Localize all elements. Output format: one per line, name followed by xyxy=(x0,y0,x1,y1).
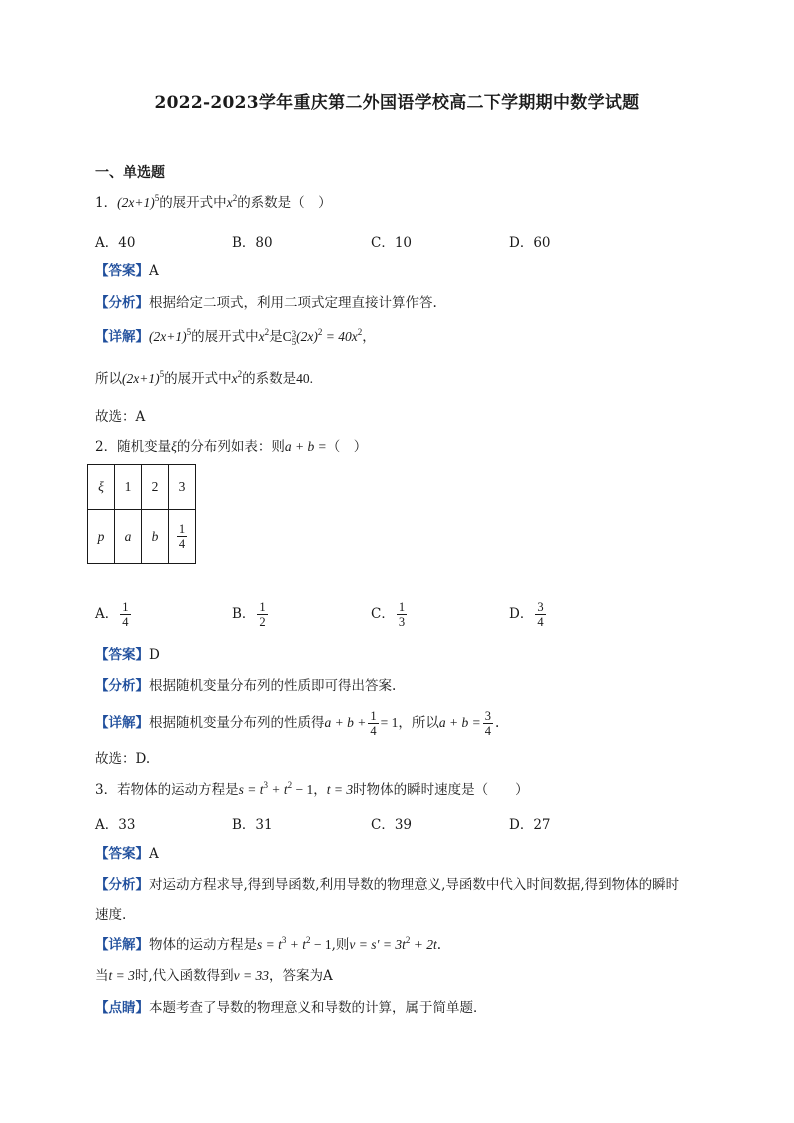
fraction-denominator: 4 xyxy=(370,724,377,738)
math-expression: a + b = xyxy=(284,439,327,454)
q1-conclusion: 故选：A xyxy=(95,409,146,425)
detail-value: 40. xyxy=(296,371,313,386)
question-text: 随机变量 xyxy=(117,439,172,455)
answer-value: D xyxy=(149,647,160,663)
math-expression: + t xyxy=(286,937,306,952)
table-cell: 2 xyxy=(142,465,169,510)
fraction xyxy=(535,600,545,629)
table-cell: ξ xyxy=(88,465,115,510)
question-number: 1． xyxy=(95,195,118,211)
math-expression: a + b + xyxy=(324,715,367,730)
math-expression: − 1 xyxy=(310,937,332,952)
math-expression: = 40x xyxy=(322,329,358,344)
math-variable: x xyxy=(258,329,265,344)
fraction xyxy=(483,709,493,738)
comment-text: 本题考查了导数的物理意义和导数的计算，属于简单题． xyxy=(149,1000,487,1016)
math-exponent: 2 xyxy=(405,935,411,945)
fraction-denominator: 4 xyxy=(122,615,129,629)
q3-when xyxy=(95,967,333,985)
math-combination: C xyxy=(282,329,292,344)
q2-option-d xyxy=(509,600,548,629)
fraction-numerator: 1 xyxy=(398,600,406,614)
option-letter: D． xyxy=(509,606,534,622)
math-exponent: 2 xyxy=(237,369,243,379)
math-exponent: 2 xyxy=(232,193,238,203)
q3-option-c: C．39 xyxy=(371,817,413,833)
math-exponent: 5 xyxy=(159,369,165,379)
detail-text: ，所以 xyxy=(398,715,439,731)
detail-text: 是 xyxy=(269,329,283,345)
math-expression: (2x+1) xyxy=(122,371,160,386)
fraction-numerator: 3 xyxy=(537,600,544,614)
answer-label: 【答案】 xyxy=(95,846,149,862)
detail-text: . xyxy=(436,937,442,953)
analysis-text: 根据随机变量分布列的性质即可得出答案. xyxy=(149,678,397,694)
page-title: 2022-2023学年重庆第二外国语学校高二下学期期中数学试题 xyxy=(154,93,640,113)
detail-text: 当 xyxy=(95,968,109,984)
comment-label: 【点睛】 xyxy=(95,1000,149,1016)
fraction-denominator: 2 xyxy=(259,615,266,629)
math-variable: ξ xyxy=(171,439,177,454)
table-cell: a xyxy=(115,510,142,564)
table-cell: b xyxy=(142,510,169,564)
math-exponent: 5 xyxy=(186,327,192,337)
fraction-numerator: 1 xyxy=(122,600,129,614)
question-number: 3． xyxy=(95,782,118,798)
math-exponent: 2 xyxy=(264,327,270,337)
detail-text: ， xyxy=(362,329,376,345)
q3-answer xyxy=(95,845,159,863)
q1-analysis xyxy=(95,294,437,312)
q2-detail xyxy=(95,705,499,741)
math-variable: x xyxy=(231,371,238,386)
analysis-label: 【分析】 xyxy=(95,678,149,694)
analysis-text: 对运动方程求导,得到导函数,利用导数的物理意义,导函数中代入时间数据,得到物体的瞬时 xyxy=(149,877,680,893)
math-exponent: 3 xyxy=(263,780,268,790)
math-expression: − 1 xyxy=(292,782,314,797)
answer-value: A xyxy=(149,263,159,279)
math-expression: s = t xyxy=(257,937,282,952)
detail-text: ，答案为A xyxy=(269,968,333,984)
fraction-denominator: 3 xyxy=(398,615,406,629)
math-exponent: 5 xyxy=(154,193,160,203)
analysis-text: 根据给定二项式，利用二项式定理直接计算作答. xyxy=(149,295,437,311)
answer-value: A xyxy=(149,846,159,862)
section-heading: 一、单选题 xyxy=(95,165,165,181)
q2-option-c xyxy=(371,600,409,629)
question-text: 的分布列如表：则 xyxy=(176,439,285,455)
q1-so xyxy=(95,370,313,388)
table-row xyxy=(88,465,196,510)
math-expression: s = t xyxy=(238,782,264,797)
math-expression: = 1 xyxy=(380,715,399,730)
detail-label: 【详解】 xyxy=(95,937,149,953)
fraction xyxy=(177,522,187,551)
q1-option-a: A．40 xyxy=(95,235,136,251)
math-expression: + t xyxy=(267,782,288,797)
math-expression: a + b = xyxy=(438,715,481,730)
math-exponent: 3 xyxy=(281,935,287,945)
detail-text: . xyxy=(494,715,500,731)
question-text: （ ） xyxy=(326,439,368,455)
q2-conclusion: 故选：D. xyxy=(95,751,151,767)
q2-analysis xyxy=(95,677,396,695)
q1-option-c: C．10 xyxy=(371,235,413,251)
math-expression: v = 33 xyxy=(233,968,270,983)
question-text: 若物体的运动方程是 xyxy=(117,782,239,798)
q1-option-d: D．60 xyxy=(509,235,551,251)
fraction-denominator: 4 xyxy=(537,615,544,629)
q3-option-d: D．27 xyxy=(509,817,551,833)
math-expression: (2x+1) xyxy=(117,195,155,210)
math-expression: t = 3 xyxy=(108,968,135,983)
distribution-table xyxy=(87,464,196,564)
analysis-label: 【分析】 xyxy=(95,295,149,311)
math-expression: v = s′ = 3t xyxy=(349,937,406,952)
math-exponent: 2 xyxy=(317,327,323,337)
q3-analysis xyxy=(95,876,679,894)
fraction-denominator: 4 xyxy=(178,537,186,551)
fraction xyxy=(397,600,407,629)
analysis-label: 【分析】 xyxy=(95,877,149,893)
answer-label: 【答案】 xyxy=(95,263,149,279)
math-expression: (2x) xyxy=(296,329,318,344)
math-expression: + 2t xyxy=(410,937,437,952)
detail-text: 所以 xyxy=(95,371,122,387)
fraction-numerator: 1 xyxy=(178,522,186,536)
fraction-numerator: 3 xyxy=(484,709,491,723)
detail-text: 物体的运动方程是 xyxy=(149,937,257,953)
option-letter: B． xyxy=(232,606,256,622)
question-text: 的系数是（ ） xyxy=(237,195,332,211)
fraction xyxy=(257,600,267,629)
q3-comment xyxy=(95,999,487,1017)
detail-text: 根据随机变量分布列的性质得 xyxy=(149,715,325,731)
question-number: 2． xyxy=(95,439,118,455)
fraction-numerator: 1 xyxy=(259,600,266,614)
fraction-denominator: 4 xyxy=(484,724,491,738)
detail-label: 【详解】 xyxy=(95,715,149,731)
table-cell: 1 xyxy=(115,465,142,510)
q2-answer xyxy=(95,646,160,664)
detail-text: 的展开式中 xyxy=(164,371,232,387)
math-exponent: 2 xyxy=(287,780,293,790)
q3-option-a: A．33 xyxy=(95,817,136,833)
detail-text: 的展开式中 xyxy=(191,329,259,345)
q1-answer xyxy=(95,262,159,280)
question-text: 时物体的瞬时速度是（ ） xyxy=(353,782,529,798)
question-text: ， xyxy=(313,782,327,798)
math-variable: x xyxy=(226,195,233,210)
math-superscript: 3 xyxy=(291,328,297,339)
detail-text: ,则 xyxy=(331,937,350,953)
math-expression: t = 3 xyxy=(326,782,354,797)
fraction xyxy=(368,709,378,738)
table-cell xyxy=(169,510,196,564)
q2-option-b xyxy=(232,600,270,629)
q3-detail xyxy=(95,936,441,954)
fraction xyxy=(120,600,130,629)
math-exponent: 2 xyxy=(306,935,311,945)
answer-label: 【答案】 xyxy=(95,647,149,663)
question-2 xyxy=(95,438,367,456)
table-cell: p xyxy=(88,510,115,564)
table-cell: 3 xyxy=(169,465,196,510)
q3-option-b: B．31 xyxy=(232,817,273,833)
option-letter: A． xyxy=(95,606,119,622)
question-3 xyxy=(95,781,529,799)
table-row xyxy=(88,510,196,564)
math-exponent: 2 xyxy=(357,327,363,337)
detail-text: 的系数是 xyxy=(242,371,297,387)
q3-analysis-continued: 速度. xyxy=(95,907,127,923)
q1-option-b: B．80 xyxy=(232,235,273,251)
q2-option-a xyxy=(95,600,133,629)
question-1 xyxy=(95,194,332,212)
detail-text: 时,代入函数得到 xyxy=(134,968,234,984)
question-text: 的展开式中 xyxy=(159,195,227,211)
detail-label: 【详解】 xyxy=(95,329,149,345)
q1-detail xyxy=(95,328,376,346)
math-expression: (2x+1) xyxy=(149,329,187,344)
fraction-numerator: 1 xyxy=(370,709,377,723)
math-subscript: 5 xyxy=(291,336,297,347)
option-letter: C． xyxy=(371,606,395,622)
